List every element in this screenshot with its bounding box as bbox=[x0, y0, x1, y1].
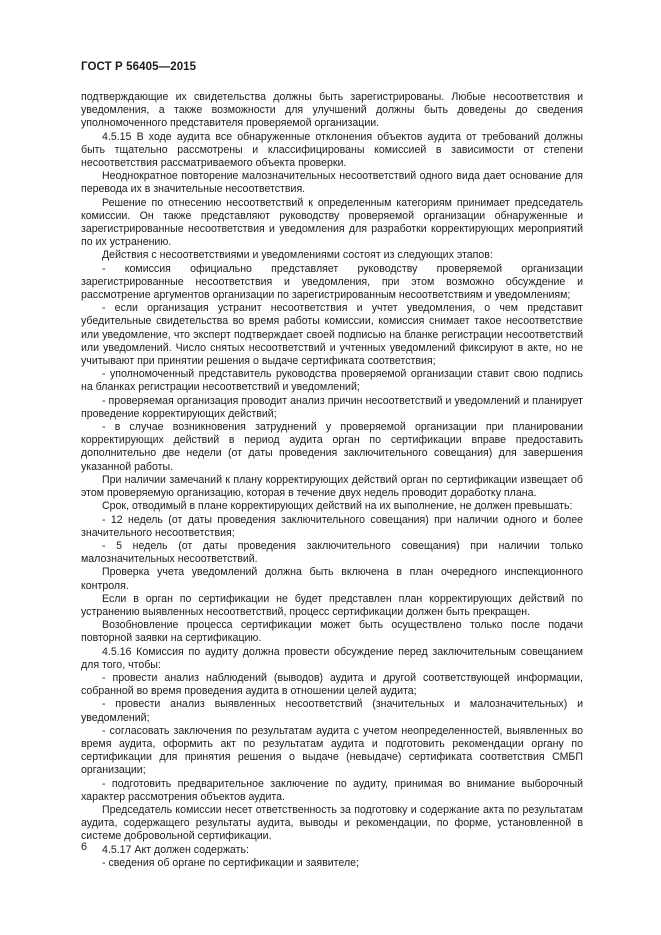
paragraph: - уполномоченный представитель руководства проверяемой организации ставит свою подпись на бланках регистрации несоответствий и уведомлений; bbox=[81, 368, 583, 394]
paragraph: Председатель комиссии несет ответственность за подготовку и содержание акта по результатам аудита, содержащего результаты аудита, выводы и рекомендации, по форме, установленной в системе добровольной сертификации. bbox=[81, 803, 583, 843]
paragraph: - если организация устранит несоответствия и учтет уведомления, о чем представит убедительные свидетельства во время работы комиссии, комиссия снимает такое несоответствие или уведомление, что эксперт подтверждает своей подписью на бланке регистрации несоответствий или уведомлений. Число снятых несоответствий и учтенных уведомлений фиксируют в акте, но не учитывают при принятии решения о выдаче сертификата соответствия; bbox=[81, 302, 583, 368]
body-text bbox=[81, 91, 583, 870]
paragraph: - 12 недель (от даты проведения заключительного совещания) при наличии одного и более значительного несоответствия; bbox=[81, 513, 583, 539]
paragraph: - проверяемая организация проводит анализ причин несоответствий и уведомлений и планирует проведение корректирующих действий; bbox=[81, 394, 583, 420]
paragraph: Проверка учета уведомлений должна быть включена в план очередного инспекционного контроля. bbox=[81, 566, 583, 592]
paragraph: Решение по отнесению несоответствий к определенным категориям принимает председатель комиссии. Он также представляют руководству проверяемой организации обнаруженные и зарегистрированные несоответствия и уведомления для разработки корректирующих мероприятий по их устранению. bbox=[81, 196, 583, 249]
paragraph: Если в орган по сертификации не будет представлен план корректирующих действий по устранению выявленных несоответствий, процесс сертификации должен быть прекращен. bbox=[81, 592, 583, 618]
paragraph: - провести анализ выявленных несоответствий (значительных и малозначительных) и уведомлений; bbox=[81, 698, 583, 724]
paragraph: 4.5.15 В ходе аудита все обнаруженные отклонения объектов аудита от требований должны быть тщательно рассмотрены и классифицированы комиссией в зависимости от степени несоответствия рассматриваемого объекта проверки. bbox=[81, 130, 583, 170]
paragraph: - подготовить предварительное заключение по аудиту, принимая во внимание выборочный характер рассмотрения объектов аудита. bbox=[81, 777, 583, 803]
paragraph: Возобновление процесса сертификации может быть осуществлено только после подачи повторной заявки на сертификацию. bbox=[81, 619, 583, 645]
paragraph: Действия с несоответствиями и уведомлениями состоят из следующих этапов: bbox=[102, 249, 493, 262]
paragraph: - согласовать заключения по результатам аудита с учетом неопределенностей, выявленных во время аудита, оформить акт по результатам аудита и подготовить рекомендации органу по сертификации для принятия решения о выдаче (невыдаче) сертификата соответствия СМБП организации; bbox=[81, 724, 583, 777]
paragraph: 4.5.17 Акт должен содержать: bbox=[102, 843, 249, 856]
paragraph: - сведения об органе по сертификации и заявителе; bbox=[102, 856, 359, 869]
paragraph: - в случае возникновения затруднений у проверяемой организации при планировании корректирующих действий в период аудита орган по сертификации вправе предоставить дополнительно две недели (от даты проведения заключительного совещания) для завершения указанной работы. bbox=[81, 421, 583, 473]
page-number: 6 bbox=[81, 841, 88, 853]
paragraph: Срок, отводимый в плане корректирующих действий на их выполнение, не должен превышать: bbox=[102, 500, 573, 513]
standard-header: ГОСТ Р 56405—2015 bbox=[81, 61, 197, 73]
paragraph: - провести анализ наблюдений (выводов) аудита и другой соответствующей информации, собранной во время проведения аудита в отношении целей аудита; bbox=[81, 671, 583, 698]
paragraph: 4.5.16 Комиссия по аудиту должна провести обсуждение перед заключительным совещанием для того, чтобы: bbox=[81, 645, 583, 671]
paragraph: - комиссия официально представляет руководству проверяемой организации зарегистрированные несоответствия и уведомления, при этом возможно обсуждение и рассмотрение аргументов организации по зарегистрированным несоответствиям и уведомлениям; bbox=[81, 262, 583, 302]
paragraph: При наличии замечаний к плану корректирующих действий орган по сертификации извещает об этом проверяемую организацию, которая в течение двух недель проводит доработку плана. bbox=[81, 473, 583, 500]
paragraph: - 5 недель (от даты проведения заключительного совещания) при наличии только малозначительных несоответствий. bbox=[81, 539, 583, 566]
paragraph: подтверждающие их свидетельства должны быть зарегистрированы. Любые несоответствия и уведомления, а также возможности для улучшений должны быть доведены до сведения уполномоченного представителя проверяемой организации. bbox=[81, 91, 583, 130]
paragraph: Неоднократное повторение малозначительных несоответствий одного вида дает основание для перевода их в значительные несоответствия. bbox=[81, 170, 583, 196]
